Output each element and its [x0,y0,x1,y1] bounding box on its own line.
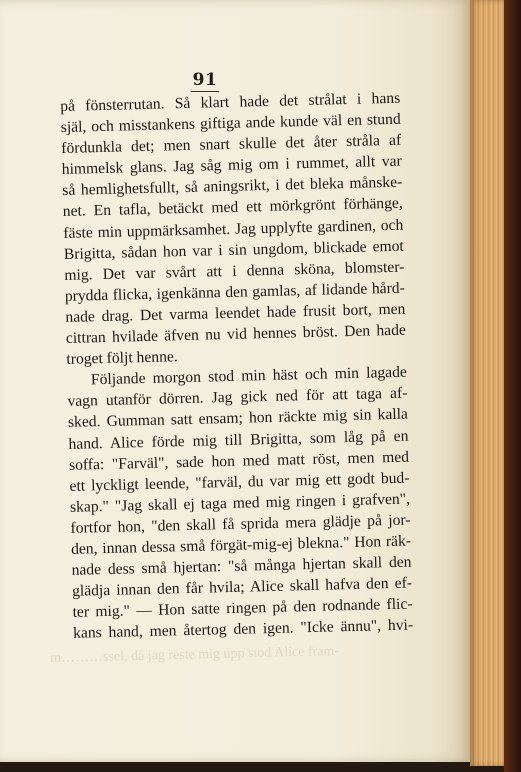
text-line: prydda flicka, igenkänna den gamlas, af lidande hård- [64,279,406,305]
text-line: hand. Alice förde mig till Brigitta, som låg på en [68,427,409,453]
text-line: på fönsterrutan. Så klart hade det strålat i hans [60,89,401,115]
text-line: Följande morgon stod min häst och min lagade [90,363,408,389]
page-number: 91 [192,70,218,90]
text-line: sked. Gumman satt ensam; hon räckte mig sin kalla [67,406,409,432]
text-line: vagn utanför dörren. Jag gick ned för att taga af- [67,384,408,411]
text-line: fortfor hon, "den skall få sprida mera glädje på jor- [70,511,411,537]
show-through-text: m………ssel, då jag reste mig upp stod Alice fram- [50,643,340,666]
body-text [60,88,413,645]
text-line: så hemlighetsfullt, så aningsrikt, i det bleka månske- [62,174,403,200]
book-cover [504,0,521,772]
text-line: Brigitta, sådan hon var i sin ungdom, blickade emot [63,237,404,263]
text-line: troget följt henne. [66,348,178,369]
text-line: net. En tafla, betäckt med ett mörkgrönt förhänge, [62,195,403,221]
text-line: fäste min uppmärksamhet. Jag upplyfte gardinen, och [63,216,404,242]
text-line: den, innan dessa små förgät-mig-ej blekna." Hon räk- [70,532,412,558]
page-edges [470,0,504,766]
text-line: himmelsk glans. Jag såg mig om i rummet, allt var [61,152,402,179]
text-line: nade dess små hjertan: "så många hjertan skall den [71,553,412,579]
text-line: fördunkla det; men snart skulle det åter stråla af [61,131,402,158]
text-line: skap." "Jag skall ej taga med mig ringen i grafven", [69,490,411,516]
text-line: ter mig." — Hon satte ringen på den rodnande flic- [72,595,413,622]
text-line: glädja innan den får hvila; Alice skall hafva den ef- [71,574,413,601]
text-line: cittran hvilade äfven nu vid hennes bröst. Den hade [65,321,407,347]
text-line: själ, och misstankens giftiga ande kunde väl en stund [60,110,401,137]
text-line: soffa: "Farväl", sade hon med matt röst, men med [68,448,410,474]
text-line: kans hand, men återtog den igen. "Icke ännu", hvi- [72,616,414,643]
text-line: nade drag. Det varma leendet hade frusit bort, men [65,300,406,326]
text-line: ett lyckligt leende, "farväl, du var mig ett godt bud- [69,469,410,495]
text-line: mig. Det var svårt att i denna sköna, blomster- [64,258,405,284]
